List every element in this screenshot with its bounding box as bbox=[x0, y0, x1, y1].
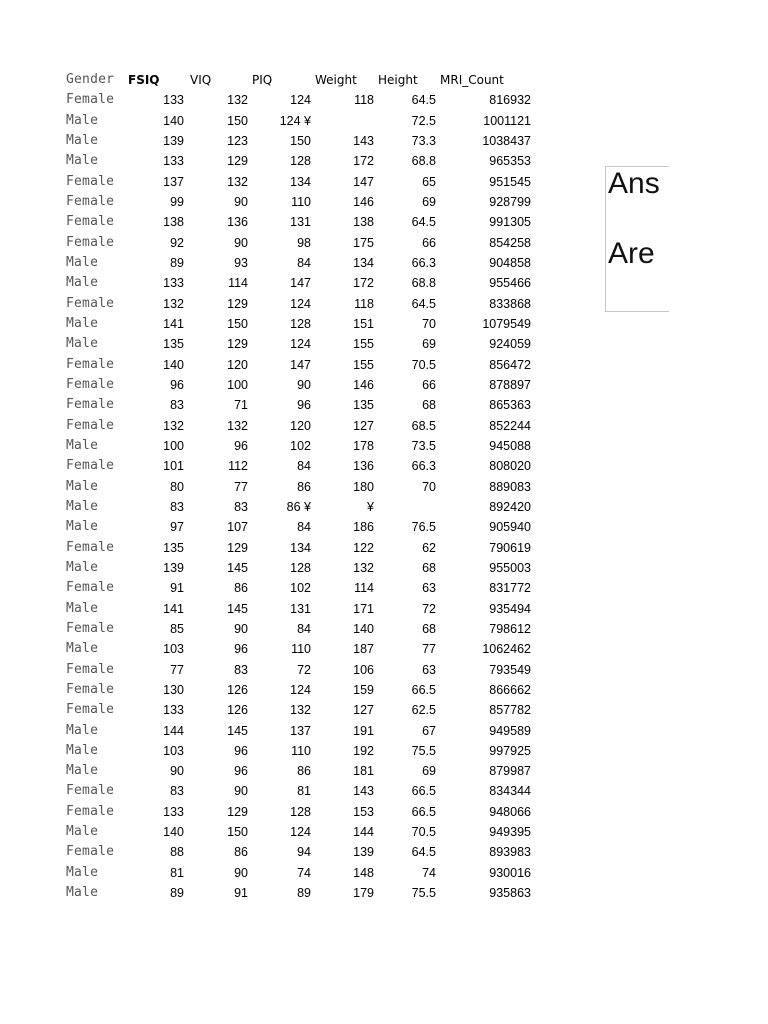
cell-fsiq: 140 bbox=[163, 113, 184, 128]
cell-viq: 129 bbox=[227, 296, 248, 311]
cell-viq: 93 bbox=[234, 255, 248, 270]
header-gender: Gender bbox=[66, 72, 115, 87]
cell-gender: Male bbox=[66, 498, 99, 514]
cell-gender: Male bbox=[66, 254, 99, 270]
cell-height: 67 bbox=[422, 723, 436, 738]
cell-piq: 84 bbox=[297, 520, 311, 535]
cell-height: 66.5 bbox=[411, 682, 436, 697]
cell-mri-count: 935863 bbox=[489, 886, 531, 901]
cell-height: 65 bbox=[422, 174, 436, 189]
cell-gender: Female bbox=[66, 539, 115, 555]
cell-gender: Male bbox=[66, 600, 99, 616]
cell-viq: 145 bbox=[227, 601, 248, 616]
cell-fsiq: 141 bbox=[163, 316, 184, 331]
cell-piq: 124 bbox=[290, 93, 311, 108]
cell-weight: 175 bbox=[353, 235, 374, 250]
cell-gender: Male bbox=[66, 559, 99, 575]
cell-weight: 136 bbox=[353, 459, 374, 474]
cell-height: 66.3 bbox=[411, 459, 436, 474]
header-piq: PIQ bbox=[252, 73, 273, 87]
cell-viq: 71 bbox=[234, 398, 248, 413]
cell-viq: 150 bbox=[227, 113, 248, 128]
cell-mri-count: 904858 bbox=[489, 255, 531, 270]
cell-mri-count: 857782 bbox=[489, 703, 531, 718]
cell-gender: Male bbox=[66, 641, 99, 657]
cell-piq: 102 bbox=[290, 581, 311, 596]
cell-mri-count: 1062462 bbox=[482, 642, 531, 657]
cell-fsiq: 141 bbox=[163, 601, 184, 616]
cell-gender: Female bbox=[66, 458, 115, 474]
cell-piq: 134 bbox=[290, 174, 311, 189]
cell-weight: 191 bbox=[353, 723, 374, 738]
cell-height: 62 bbox=[422, 540, 436, 555]
cell-weight: 143 bbox=[353, 133, 374, 148]
cell-weight: 122 bbox=[353, 540, 374, 555]
header-weight: Weight bbox=[315, 73, 357, 87]
cell-fsiq: 139 bbox=[163, 560, 184, 575]
cell-piq: 128 bbox=[290, 316, 311, 331]
cell-mri-count: 834344 bbox=[489, 784, 531, 799]
cell-fsiq: 81 bbox=[170, 865, 184, 880]
cell-fsiq: 83 bbox=[170, 398, 184, 413]
header-viq: VIQ bbox=[190, 73, 212, 87]
cell-fsiq: 133 bbox=[163, 276, 184, 291]
cell-viq: 96 bbox=[234, 764, 248, 779]
cell-fsiq: 100 bbox=[163, 438, 184, 453]
cell-weight: 114 bbox=[354, 581, 374, 596]
cell-fsiq: 140 bbox=[163, 825, 184, 840]
cell-viq: 129 bbox=[227, 540, 248, 555]
cell-height: 75.5 bbox=[411, 743, 436, 758]
cell-piq: 110 bbox=[291, 743, 311, 758]
cell-mri-count: 949589 bbox=[489, 723, 531, 738]
cell-fsiq: 133 bbox=[163, 93, 184, 108]
cell-fsiq: 83 bbox=[170, 784, 184, 799]
cell-piq: 128 bbox=[290, 804, 311, 819]
cell-gender: Male bbox=[66, 153, 99, 169]
cell-viq: 145 bbox=[227, 560, 248, 575]
cell-mri-count: 935494 bbox=[489, 601, 531, 616]
cell-gender: Female bbox=[66, 92, 115, 108]
cell-piq: 124 bbox=[290, 337, 311, 352]
cell-weight: 181 bbox=[353, 764, 374, 779]
cell-piq: 150 bbox=[290, 133, 311, 148]
cell-mri-count: 955003 bbox=[489, 560, 531, 575]
cell-gender: Male bbox=[66, 478, 99, 494]
cell-height: 66 bbox=[422, 235, 436, 250]
cell-viq: 136 bbox=[227, 215, 248, 230]
cell-gender: Male bbox=[66, 824, 99, 840]
cell-height: 70 bbox=[422, 479, 436, 494]
cell-weight: ¥ bbox=[367, 499, 374, 514]
cell-height: 77 bbox=[422, 642, 436, 657]
cell-weight: 146 bbox=[353, 377, 374, 392]
cell-fsiq: 80 bbox=[170, 479, 184, 494]
cell-mri-count: 852244 bbox=[489, 418, 531, 433]
cell-height: 64.5 bbox=[411, 845, 436, 860]
cell-mri-count: 930016 bbox=[489, 865, 531, 880]
cell-height: 68 bbox=[422, 560, 436, 575]
cell-height: 63 bbox=[422, 662, 436, 677]
cell-piq: 124 ¥ bbox=[279, 113, 311, 128]
cell-viq: 129 bbox=[227, 154, 248, 169]
cell-mri-count: 879987 bbox=[489, 764, 531, 779]
cell-mri-count: 997925 bbox=[489, 743, 531, 758]
cell-fsiq: 144 bbox=[163, 723, 184, 738]
cell-weight: 155 bbox=[353, 357, 374, 372]
cell-viq: 96 bbox=[234, 438, 248, 453]
cell-gender: Male bbox=[66, 336, 99, 352]
cell-fsiq: 103 bbox=[163, 642, 184, 657]
cell-fsiq: 139 bbox=[163, 133, 184, 148]
cell-weight: 151 bbox=[353, 316, 374, 331]
cell-mri-count: 854258 bbox=[489, 235, 531, 250]
cell-weight: 148 bbox=[353, 865, 374, 880]
side-panel-line-1: Ans bbox=[608, 167, 660, 200]
cell-fsiq: 135 bbox=[163, 337, 184, 352]
cell-fsiq: 90 bbox=[170, 764, 184, 779]
cell-height: 73.3 bbox=[411, 133, 436, 148]
cell-piq: 84 bbox=[297, 459, 311, 474]
cell-viq: 83 bbox=[234, 662, 248, 677]
cell-viq: 90 bbox=[234, 865, 248, 880]
cell-mri-count: 1079549 bbox=[482, 316, 531, 331]
cell-fsiq: 135 bbox=[163, 540, 184, 555]
cell-piq: 86 ¥ bbox=[286, 499, 311, 514]
cell-mri-count: 866662 bbox=[489, 682, 531, 697]
cell-weight: 147 bbox=[353, 174, 374, 189]
cell-fsiq: 140 bbox=[163, 357, 184, 372]
cell-fsiq: 92 bbox=[170, 235, 184, 250]
cell-weight: 179 bbox=[353, 886, 374, 901]
cell-viq: 132 bbox=[227, 418, 248, 433]
cell-fsiq: 130 bbox=[163, 682, 184, 697]
cell-viq: 96 bbox=[234, 642, 248, 657]
cell-piq: 128 bbox=[290, 560, 311, 575]
cell-mri-count: 924059 bbox=[489, 337, 531, 352]
cell-weight: 140 bbox=[353, 621, 374, 636]
cell-fsiq: 89 bbox=[170, 886, 184, 901]
cell-piq: 134 bbox=[290, 540, 311, 555]
cell-viq: 123 bbox=[227, 133, 248, 148]
cell-piq: 132 bbox=[290, 703, 311, 718]
cell-weight: 127 bbox=[353, 418, 374, 433]
cell-mri-count: 831772 bbox=[489, 581, 531, 596]
cell-viq: 90 bbox=[234, 235, 248, 250]
cell-gender: Male bbox=[66, 132, 99, 148]
cell-fsiq: 99 bbox=[170, 194, 184, 209]
cell-fsiq: 132 bbox=[163, 296, 184, 311]
cell-weight: 171 bbox=[353, 601, 374, 616]
cell-viq: 150 bbox=[227, 825, 248, 840]
cell-gender: Female bbox=[66, 193, 115, 209]
cell-gender: Female bbox=[66, 620, 115, 636]
cell-viq: 90 bbox=[234, 784, 248, 799]
cell-height: 68 bbox=[422, 398, 436, 413]
cell-gender: Female bbox=[66, 234, 115, 250]
cell-weight: 139 bbox=[353, 845, 374, 860]
cell-weight: 159 bbox=[353, 682, 374, 697]
cell-mri-count: 1001121 bbox=[483, 113, 531, 128]
cell-height: 70.5 bbox=[411, 825, 436, 840]
cell-fsiq: 88 bbox=[170, 845, 184, 860]
cell-gender: Female bbox=[66, 397, 115, 413]
cell-gender: Male bbox=[66, 112, 99, 128]
cell-height: 69 bbox=[422, 764, 436, 779]
cell-mri-count: 991305 bbox=[489, 215, 531, 230]
side-panel-line-2: Are bbox=[608, 237, 655, 270]
cell-viq: 100 bbox=[227, 377, 248, 392]
header-height: Height bbox=[378, 73, 418, 87]
cell-gender: Male bbox=[66, 742, 99, 758]
cell-height: 68.8 bbox=[411, 154, 436, 169]
cell-weight: 132 bbox=[353, 560, 374, 575]
cell-height: 66 bbox=[422, 377, 436, 392]
cell-piq: 147 bbox=[290, 357, 311, 372]
cell-weight: 192 bbox=[353, 743, 374, 758]
cell-viq: 77 bbox=[234, 479, 248, 494]
cell-fsiq: 77 bbox=[170, 662, 184, 677]
cell-piq: 124 bbox=[290, 682, 311, 697]
cell-height: 70 bbox=[422, 316, 436, 331]
cell-weight: 172 bbox=[353, 276, 374, 291]
cell-weight: 134 bbox=[353, 255, 374, 270]
cell-viq: 114 bbox=[228, 276, 248, 291]
cell-gender: Female bbox=[66, 803, 115, 819]
cell-viq: 90 bbox=[234, 194, 248, 209]
cell-piq: 110 bbox=[291, 194, 311, 209]
cell-piq: 84 bbox=[297, 621, 311, 636]
cell-piq: 128 bbox=[290, 154, 311, 169]
cell-mri-count: 798612 bbox=[489, 621, 531, 636]
side-panel bbox=[605, 166, 669, 312]
cell-piq: 90 bbox=[297, 377, 311, 392]
cell-height: 68.5 bbox=[411, 418, 436, 433]
cell-weight: 155 bbox=[353, 337, 374, 352]
cell-mri-count: 893983 bbox=[489, 845, 531, 860]
cell-fsiq: 96 bbox=[170, 377, 184, 392]
cell-height: 64.5 bbox=[411, 215, 436, 230]
header-fsiq: FSIQ bbox=[128, 73, 160, 87]
cell-fsiq: 89 bbox=[170, 255, 184, 270]
cell-mri-count: 949395 bbox=[489, 825, 531, 840]
cell-fsiq: 133 bbox=[163, 154, 184, 169]
cell-piq: 137 bbox=[290, 723, 311, 738]
cell-gender: Male bbox=[66, 315, 99, 331]
cell-fsiq: 85 bbox=[170, 621, 184, 636]
cell-mri-count: 945088 bbox=[489, 438, 531, 453]
cell-mri-count: 878897 bbox=[489, 377, 531, 392]
cell-height: 69 bbox=[422, 337, 436, 352]
cell-piq: 81 bbox=[297, 784, 311, 799]
cell-mri-count: 948066 bbox=[489, 804, 531, 819]
cell-gender: Female bbox=[66, 681, 115, 697]
cell-gender: Female bbox=[66, 417, 115, 433]
cell-gender: Male bbox=[66, 519, 99, 535]
cell-piq: 96 bbox=[297, 398, 311, 413]
cell-fsiq: 137 bbox=[163, 174, 184, 189]
cell-gender: Female bbox=[66, 214, 115, 230]
cell-height: 64.5 bbox=[411, 296, 436, 311]
cell-mri-count: 928799 bbox=[489, 194, 531, 209]
cell-mri-count: 905940 bbox=[489, 520, 531, 535]
cell-piq: 124 bbox=[290, 296, 311, 311]
cell-gender: Female bbox=[66, 376, 115, 392]
cell-mri-count: 808020 bbox=[489, 459, 531, 474]
cell-height: 70.5 bbox=[411, 357, 436, 372]
cell-height: 66.3 bbox=[411, 255, 436, 270]
cell-height: 62.5 bbox=[411, 703, 436, 718]
cell-gender: Male bbox=[66, 763, 99, 779]
cell-weight: 186 bbox=[353, 520, 374, 535]
cell-piq: 72 bbox=[297, 662, 311, 677]
cell-mri-count: 889083 bbox=[489, 479, 531, 494]
cell-viq: 112 bbox=[228, 459, 248, 474]
cell-weight: 118 bbox=[354, 296, 374, 311]
cell-viq: 126 bbox=[227, 703, 248, 718]
cell-viq: 107 bbox=[227, 520, 248, 535]
cell-gender: Female bbox=[66, 844, 115, 860]
cell-viq: 150 bbox=[227, 316, 248, 331]
cell-weight: 106 bbox=[353, 662, 374, 677]
cell-viq: 120 bbox=[227, 357, 248, 372]
cell-mri-count: 955466 bbox=[489, 276, 531, 291]
cell-viq: 83 bbox=[234, 499, 248, 514]
cell-weight: 153 bbox=[353, 804, 374, 819]
cell-fsiq: 103 bbox=[163, 743, 184, 758]
cell-weight: 180 bbox=[353, 479, 374, 494]
cell-viq: 126 bbox=[227, 682, 248, 697]
cell-piq: 74 bbox=[297, 865, 311, 880]
cell-weight: 146 bbox=[353, 194, 374, 209]
cell-weight: 143 bbox=[353, 784, 374, 799]
cell-piq: 102 bbox=[290, 438, 311, 453]
cell-height: 66.5 bbox=[411, 804, 436, 819]
cell-fsiq: 83 bbox=[170, 499, 184, 514]
cell-fsiq: 138 bbox=[163, 215, 184, 230]
cell-height: 74 bbox=[422, 865, 436, 880]
cell-mri-count: 790619 bbox=[489, 540, 531, 555]
cell-gender: Female bbox=[66, 661, 115, 677]
cell-height: 75.5 bbox=[411, 886, 436, 901]
cell-weight: 178 bbox=[353, 438, 374, 453]
cell-height: 68.8 bbox=[411, 276, 436, 291]
cell-gender: Female bbox=[66, 173, 115, 189]
cell-viq: 90 bbox=[234, 621, 248, 636]
cell-mri-count: 793549 bbox=[489, 662, 531, 677]
cell-mri-count: 965353 bbox=[489, 154, 531, 169]
cell-viq: 132 bbox=[227, 174, 248, 189]
cell-piq: 131 bbox=[290, 601, 311, 616]
cell-viq: 86 bbox=[234, 845, 248, 860]
cell-mri-count: 892420 bbox=[489, 499, 531, 514]
cell-piq: 131 bbox=[290, 215, 311, 230]
cell-height: 72 bbox=[422, 601, 436, 616]
cell-piq: 120 bbox=[290, 418, 311, 433]
cell-height: 63 bbox=[422, 581, 436, 596]
cell-viq: 96 bbox=[234, 743, 248, 758]
cell-gender: Female bbox=[66, 356, 115, 372]
cell-mri-count: 1038437 bbox=[482, 133, 531, 148]
cell-piq: 110 bbox=[291, 642, 311, 657]
cell-gender: Female bbox=[66, 702, 115, 718]
cell-weight: 127 bbox=[353, 703, 374, 718]
cell-mri-count: 865363 bbox=[489, 398, 531, 413]
cell-piq: 98 bbox=[297, 235, 311, 250]
cell-piq: 89 bbox=[297, 886, 311, 901]
cell-fsiq: 97 bbox=[170, 520, 184, 535]
cell-gender: Male bbox=[66, 275, 99, 291]
cell-height: 69 bbox=[422, 194, 436, 209]
cell-height: 72.5 bbox=[411, 113, 436, 128]
cell-height: 64.5 bbox=[411, 93, 436, 108]
cell-viq: 145 bbox=[227, 723, 248, 738]
cell-height: 73.5 bbox=[411, 438, 436, 453]
cell-fsiq: 101 bbox=[163, 459, 184, 474]
cell-piq: 86 bbox=[297, 764, 311, 779]
cell-mri-count: 951545 bbox=[489, 174, 531, 189]
cell-gender: Male bbox=[66, 885, 99, 901]
cell-piq: 94 bbox=[297, 845, 311, 860]
cell-piq: 84 bbox=[297, 255, 311, 270]
cell-fsiq: 91 bbox=[170, 581, 184, 596]
cell-weight: 144 bbox=[353, 825, 374, 840]
cell-weight: 187 bbox=[353, 642, 374, 657]
cell-viq: 86 bbox=[234, 581, 248, 596]
cell-gender: Male bbox=[66, 437, 99, 453]
cell-height: 68 bbox=[422, 621, 436, 636]
cell-viq: 132 bbox=[227, 93, 248, 108]
cell-gender: Female bbox=[66, 783, 115, 799]
cell-piq: 124 bbox=[290, 825, 311, 840]
cell-fsiq: 132 bbox=[163, 418, 184, 433]
header-mri-count: MRI_Count bbox=[440, 73, 504, 87]
cell-fsiq: 133 bbox=[163, 703, 184, 718]
cell-weight: 172 bbox=[353, 154, 374, 169]
cell-gender: Female bbox=[66, 580, 115, 596]
cell-mri-count: 856472 bbox=[489, 357, 531, 372]
cell-piq: 147 bbox=[290, 276, 311, 291]
cell-mri-count: 833868 bbox=[489, 296, 531, 311]
cell-height: 76.5 bbox=[411, 520, 436, 535]
cell-piq: 86 bbox=[297, 479, 311, 494]
cell-weight: 138 bbox=[353, 215, 374, 230]
cell-fsiq: 133 bbox=[163, 804, 184, 819]
cell-gender: Male bbox=[66, 864, 99, 880]
cell-gender: Female bbox=[66, 295, 115, 311]
cell-weight: 118 bbox=[354, 93, 374, 108]
cell-viq: 91 bbox=[234, 886, 248, 901]
cell-height: 66.5 bbox=[411, 784, 436, 799]
cell-viq: 129 bbox=[227, 804, 248, 819]
cell-viq: 129 bbox=[227, 337, 248, 352]
cell-gender: Male bbox=[66, 722, 99, 738]
cell-mri-count: 816932 bbox=[489, 93, 531, 108]
cell-weight: 135 bbox=[353, 398, 374, 413]
